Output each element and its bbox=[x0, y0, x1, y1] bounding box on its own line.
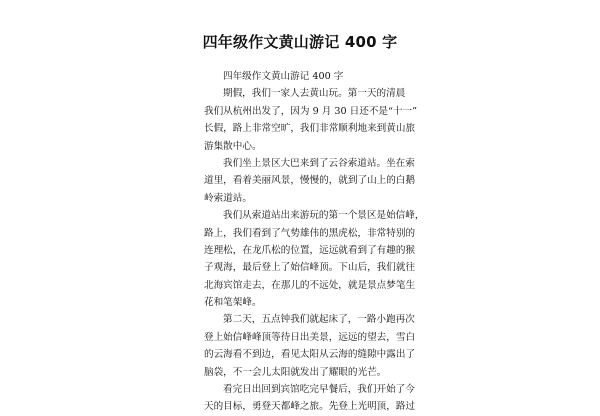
page-title: 四年级作文黄山游记 400 字 bbox=[202, 33, 398, 51]
text-line: 看完日出回到宾馆吃完早餐后，我们开始了今 bbox=[223, 384, 415, 396]
article-body bbox=[204, 68, 425, 416]
text-line: 北海宾馆走去，在那儿的不远处，就是景点梦笔生 bbox=[204, 279, 416, 291]
text-line: 岭索道站。 bbox=[204, 192, 252, 204]
text-line: 我们坐上景区大巴来到了云谷索道站。坐在索 bbox=[223, 157, 415, 169]
text-line: 期假，我们一家人去黄山玩。第一天的清晨 bbox=[223, 88, 406, 100]
text-line: 第二天，五点钟我们就起床了，一路小跑再次 bbox=[223, 314, 415, 326]
text-line: 子观海，最后登上了始信峰顶。下山后，我们就往 bbox=[204, 262, 416, 274]
text-line: 天的目标，勇登天都峰之旅。先登上光明顶，路过 bbox=[204, 401, 416, 413]
text-line: 道里，看着美丽风景，慢慢的，就到了山上的白鹅 bbox=[204, 175, 416, 187]
article-subtitle: 四年级作文黄山游记 400 字 bbox=[223, 71, 344, 82]
text-line: 路上，我们看到了气势雄伟的黑虎松，非常特别的 bbox=[204, 227, 416, 239]
text-line: 游集散中心。 bbox=[204, 140, 262, 152]
text-line: 我们从杭州出发了，因为 9 月 30 日还不是“十一” bbox=[204, 105, 418, 117]
text-line: 的云海看不到边，看见太阳从云海的缝隙中露出了 bbox=[204, 349, 416, 361]
text-line: 花和笔架峰。 bbox=[204, 297, 262, 309]
text-line: 连理松，在龙爪松的位置，远远就看到了有趣的猴 bbox=[204, 244, 416, 256]
text-line: 登上始信峰峰顶等待日出美景，远远的望去，雪白 bbox=[204, 331, 416, 343]
text-line: 脑袋，不一会儿太阳就发出了耀眼的光芒。 bbox=[204, 366, 387, 378]
text-line: 长假，路上非常空旷，我们非常顺利地来到黄山旅 bbox=[204, 123, 416, 135]
text-line: 我们从索道站出来游玩的第一个景区是始信峰， bbox=[223, 210, 425, 222]
